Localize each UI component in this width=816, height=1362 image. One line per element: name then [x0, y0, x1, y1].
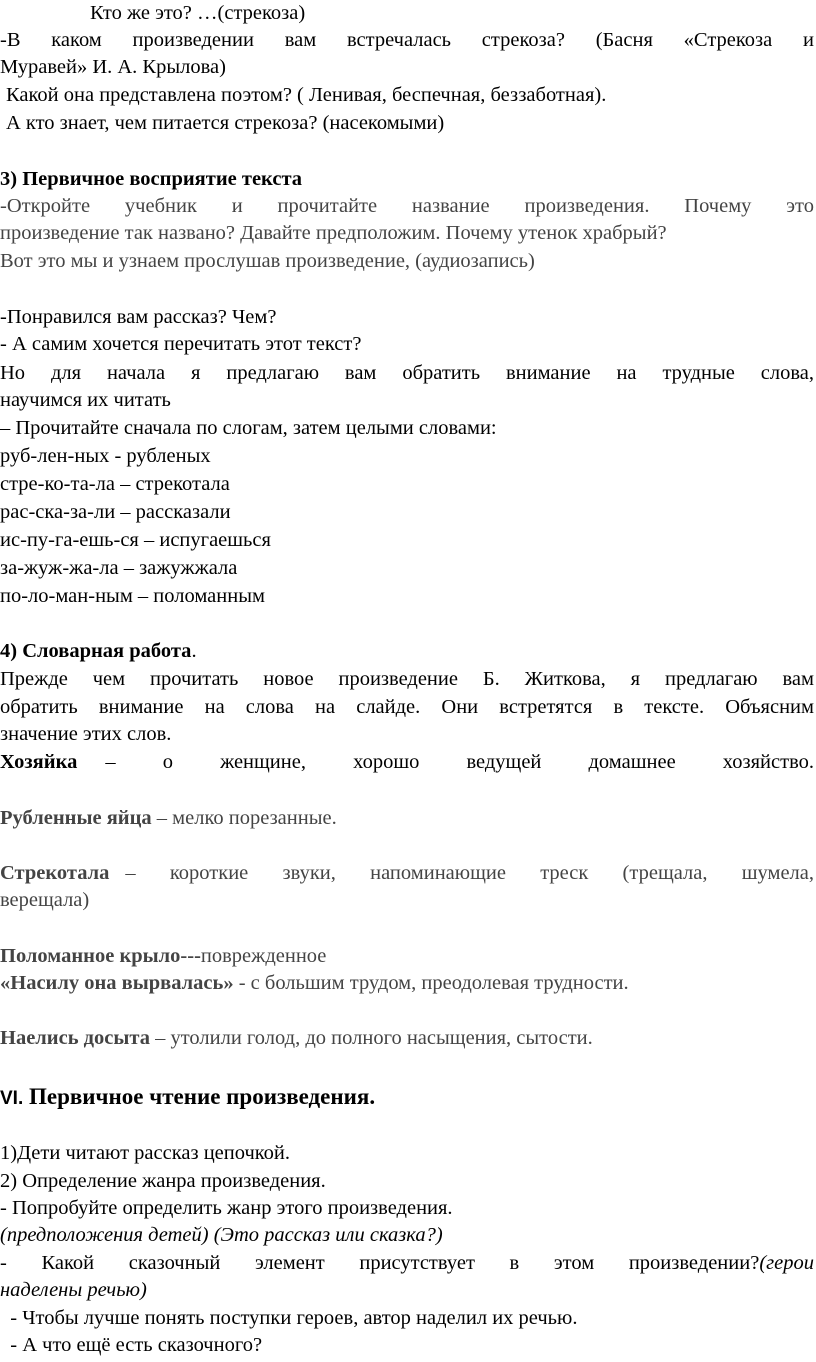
section-6-heading	[0, 1082, 816, 1114]
step-chain-reading: 1)Дети читают рассказ цепочкой.	[0, 1142, 291, 1164]
vocab-intro-end: значение этих слов.	[0, 723, 172, 745]
question-fairy-element-answer: (герои	[759, 1252, 814, 1274]
task-audio: Вот это мы и узнаем прослушав произведение, (аудиозапись)	[0, 250, 535, 272]
vocab-term: Поломанное крыло---	[0, 945, 201, 967]
answer-fable: Муравей» И. А. Крылова)	[0, 56, 226, 78]
question-liked-story: -Понравился вам рассказ? Чем?	[0, 306, 277, 328]
vocab-definition: – утолили голод, до полного насыщения, сытости.	[149, 1027, 593, 1049]
question-how-presented: Какой она представлена поэтом? ( Ленивая, беспечная, беззаботная).	[6, 84, 607, 106]
syllable-word: стре-ко-та-ла – стрекотала	[0, 473, 230, 495]
question-what-eats: А кто знает, чем питается стрекоза? (насекомыми)	[6, 112, 445, 134]
note-speech: - Чтобы лучше понять поступки героев, автор наделил их речью.	[0, 1307, 578, 1329]
section-4-dot: .	[191, 640, 197, 662]
vocab-entry-nasilu	[0, 970, 816, 997]
vocab-entry-polomannoe	[0, 943, 816, 970]
vocab-intro: Прежде чем прочитать новое произведение Б. Житкова, я предлагаю вам	[0, 668, 814, 690]
task-open-textbook: -Откройте учебник и прочитайте название произведения. Почему это	[0, 195, 814, 217]
vocab-term: Стрекотала	[0, 862, 110, 884]
vocab-term: Хозяйка	[0, 751, 78, 773]
question-who-is-it: Кто же это? …(стрекоза)	[90, 2, 306, 24]
vocab-definition: – короткие звуки, напоминающие треск (трещала, шумела,	[125, 862, 814, 884]
vocab-definition: – мелко порезанные.	[151, 807, 337, 829]
vocab-entry-rublennye	[0, 805, 816, 832]
section-3-heading: 3) Первичное восприятие текста	[0, 168, 303, 190]
step-genre-note: (предположения детей) (Это рассказ или сказка?)	[0, 1224, 443, 1246]
vocab-intro-cont: обратить внимание на слова на слайде. Они встретятся в тексте. Объясним	[0, 696, 814, 718]
hard-words-intro-cont: научимся их читать	[0, 389, 171, 411]
vocab-definition-cont: верещала)	[0, 889, 90, 911]
hard-words-intro: Но для начала я предлагаю вам обратить внимание на трудные слова,	[0, 362, 814, 384]
question-fairy-element-text: - Какой сказочный элемент присутствует в этом произведении?	[0, 1252, 760, 1274]
question-what-else: - А что ещё есть сказочного?	[0, 1334, 263, 1356]
syllable-word: рас-ска-за-ли – рассказали	[0, 501, 231, 523]
section-4-title: 4) Словарная работа	[0, 640, 192, 662]
syllable-word: руб-лен-ных - рубленых	[0, 445, 211, 467]
task-title-question: произведение так названо? Давайте предположим. Почему утенок храбрый?	[0, 222, 667, 244]
syllable-word: по-ло-ман-ным – поломанным	[0, 585, 265, 607]
section-6-title: Первичное чтение произведения.	[23, 1084, 376, 1109]
section-4-heading	[0, 638, 816, 665]
question-which-work: -В каком произведении вам встречалась стрекоза? (Басня «Стрекоза и	[0, 29, 814, 51]
vocab-term: Наелись досыта	[0, 1027, 150, 1049]
step-genre: 2) Определение жанра произведения.	[0, 1170, 326, 1192]
vocab-definition: – о женщине, хорошо ведущей домашнее хозяйство.	[105, 751, 814, 773]
vocab-definition: - с большим трудом, преодолевая трудности.	[233, 972, 629, 994]
question-fairy-element	[0, 1250, 814, 1277]
vocab-entry-strekotala	[0, 860, 814, 887]
syllable-instruction: – Прочитайте сначала по слогам, затем целыми словами:	[0, 417, 497, 439]
syllable-word: ис-пу-га-ешь-ся – испугаешься	[0, 529, 271, 551]
question-reread: - А самим хочется перечитать этот текст?	[0, 333, 362, 355]
vocab-definition: поврежденное	[200, 945, 327, 967]
vocab-entry-khozyayka	[0, 749, 814, 776]
vocab-entry-naelis	[0, 1025, 816, 1052]
step-genre-question: - Попробуйте определить жанр этого произведения.	[0, 1197, 453, 1219]
syllable-word: за-жуж-жа-ла – зажужжала	[0, 557, 238, 579]
question-fairy-element-answer-cont: наделены речью)	[0, 1279, 147, 1301]
section-6-number: VI.	[0, 1088, 24, 1109]
vocab-term: Рубленные яйца	[0, 807, 152, 829]
vocab-term: «Насилу она вырвалась»	[0, 972, 234, 994]
